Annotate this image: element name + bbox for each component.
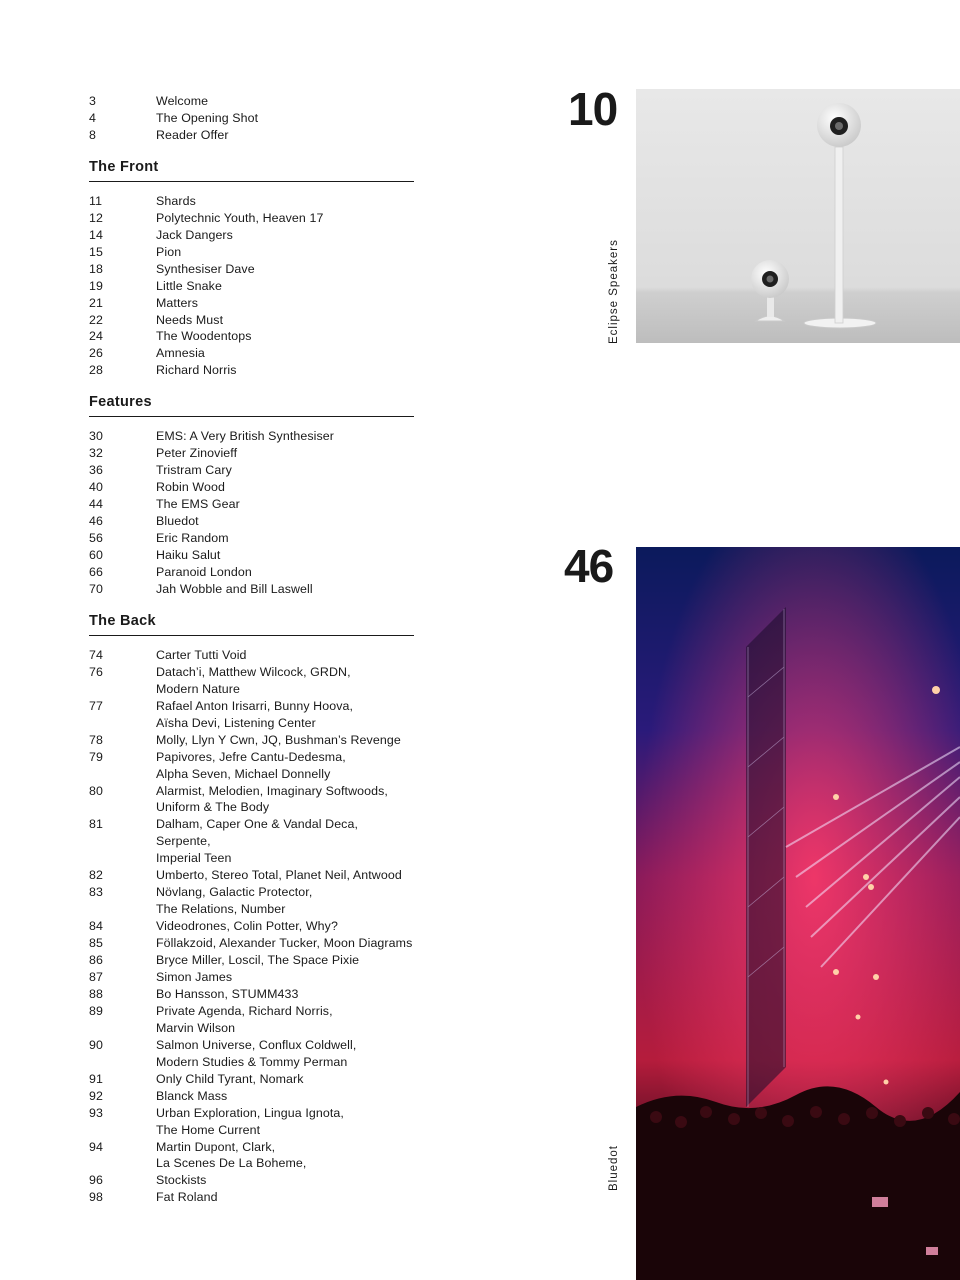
toc-page: 83 [89,885,103,900]
concert-illustration [636,547,960,1280]
toc-page: 88 [89,986,103,1001]
section-heading [89,612,414,636]
toc-title-line: La Scenes De La Boheme, [156,1156,307,1171]
toc-title-line: Alpha Seven, Michael Donnelly [156,766,331,781]
feature-page-number: 10 [568,83,618,135]
toc-row[interactable] [89,328,414,345]
toc-row[interactable] [89,127,414,144]
toc-row[interactable] [89,261,414,278]
toc-row[interactable] [89,496,414,513]
toc-page: 79 [89,749,103,764]
toc-row[interactable] [89,935,414,952]
toc-row[interactable] [89,783,414,817]
section-list [89,428,414,598]
toc-row[interactable] [89,1071,414,1088]
toc-row[interactable] [89,362,414,379]
toc-title: The EMS Gear [156,497,240,512]
concert-photo[interactable] [636,547,960,1280]
speakers-photo[interactable] [636,89,960,343]
feature-caption: Bluedot [608,1144,620,1191]
feature-caption: Eclipse Speakers [608,239,620,344]
toc-row[interactable] [89,664,414,698]
toc-page: 98 [89,1190,103,1205]
toc-title-line: Modern Nature [156,681,240,696]
toc-page: 66 [89,564,103,579]
toc-page: 84 [89,919,103,934]
toc-title: Robin Wood [156,480,225,495]
toc-row[interactable] [89,952,414,969]
toc-row[interactable] [89,884,414,918]
toc-title: The Woodentops [156,329,252,344]
toc-title: Pion [156,244,182,259]
toc-row[interactable] [89,479,414,496]
toc-row[interactable] [89,986,414,1003]
toc-title-line: Imperial Teen [156,851,232,866]
toc-title-line: Urban Exploration, Lingua Ignota, [156,1105,344,1120]
toc-page: 21 [89,295,103,310]
toc-title: Synthesiser Dave [156,261,255,276]
toc-title: Blanck Mass [156,1088,228,1103]
section-title: The Back [89,612,156,629]
toc-title-line: Martin Dupont, Clark, [156,1139,276,1154]
toc-title: Welcome [156,94,209,108]
toc-row[interactable] [89,1105,414,1139]
toc-page: 96 [89,1173,103,1188]
toc-row[interactable] [89,1003,414,1037]
toc-title: Fat Roland [156,1190,218,1205]
toc-title [156,749,414,783]
toc-title: Bryce Miller, Loscil, The Space Pixie [156,953,360,968]
toc-title: Umberto, Stereo Total, Planet Neil, Antwood [156,868,402,883]
toc-row[interactable] [89,749,414,783]
toc-row[interactable] [89,1172,414,1189]
toc-title-line: Növlang, Galactic Protector, [156,885,313,900]
toc-page: 70 [89,581,103,596]
toc-page: 94 [89,1139,103,1154]
toc-page: 60 [89,548,103,563]
toc-title: Tristram Cary [156,463,232,478]
toc-page: 89 [89,1003,103,1018]
toc-page: 46 [89,514,103,529]
toc-title [156,1003,414,1037]
toc-title: Little Snake [156,278,222,293]
toc-title: Matters [156,295,199,310]
toc-title-line: Salmon Universe, Conflux Coldwell, [156,1037,357,1052]
section-the-back [89,612,414,1206]
toc-page: 90 [89,1037,103,1052]
toc-page: 86 [89,953,103,968]
toc-page: 22 [89,312,103,327]
toc-row[interactable] [89,312,414,329]
toc-row[interactable] [89,647,414,664]
toc-title: Simon James [156,969,233,984]
toc-row[interactable] [89,1139,414,1173]
toc-title-line: The Relations, Number [156,902,286,917]
section-heading [89,393,414,417]
table-of-contents [89,93,414,1206]
toc-title: Eric Random [156,531,229,546]
toc-title: Shards [156,193,196,208]
toc-title: Richard Norris [156,363,237,378]
toc-title [156,1105,414,1139]
toc-row[interactable] [89,345,414,362]
toc-title-line: Modern Studies & Tommy Perman [156,1054,348,1069]
toc-title: Polytechnic Youth, Heaven 17 [156,210,324,225]
toc-page: 40 [89,480,103,495]
toc-page: 28 [89,363,103,378]
toc-page: 78 [89,732,103,747]
toc-title: Only Child Tyrant, Nomark [156,1071,304,1086]
toc-page: 74 [89,647,103,662]
toc-row[interactable] [89,732,414,749]
toc-page: 76 [89,664,103,679]
toc-row[interactable] [89,193,414,210]
toc-title: The Opening Shot [156,110,259,125]
toc-page: 36 [89,463,103,478]
toc-row[interactable] [89,581,414,598]
toc-page: 26 [89,346,103,361]
toc-page: 3 [89,94,96,108]
toc-row[interactable] [89,530,414,547]
toc-title [156,884,414,918]
feature-page-number: 46 [564,540,614,592]
toc-page: 44 [89,497,103,512]
toc-title [156,783,414,817]
toc-row[interactable] [89,227,414,244]
toc-title [156,664,414,698]
toc-page: 56 [89,531,103,546]
toc-page: 77 [89,698,103,713]
toc-row[interactable] [89,867,414,884]
toc-title: Carter Tutti Void [156,647,247,662]
toc-page: 91 [89,1071,103,1086]
toc-page: 81 [89,817,103,832]
toc-title: Jah Wobble and Bill Laswell [156,581,313,596]
toc-title-line: Papivores, Jefre Cantu-Dedesma, [156,749,346,764]
toc-page: 85 [89,936,103,951]
toc-page: 87 [89,969,103,984]
toc-row[interactable] [89,513,414,530]
toc-page: 4 [89,110,96,125]
toc-row[interactable] [89,918,414,935]
toc-row[interactable] [89,295,414,312]
toc-title: Reader Offer [156,127,229,142]
toc-row[interactable] [89,210,414,227]
toc-title-line: Alarmist, Melodien, Imaginary Softwoods, [156,783,388,798]
section-features [89,393,414,598]
toc-page: 24 [89,329,103,344]
toc-row[interactable] [89,1037,414,1071]
toc-row[interactable] [89,564,414,581]
toc-row[interactable] [89,816,414,867]
toc-title [156,698,414,732]
toc-page: 14 [89,227,103,242]
toc-page: 19 [89,278,103,293]
section-heading [89,158,414,182]
toc-title-line: Rafael Anton Irisarri, Bunny Hoova, [156,698,354,713]
toc-title: Paranoid London [156,564,252,579]
toc-title: Amnesia [156,346,205,361]
toc-title-line: Aïsha Devi, Listening Center [156,715,316,730]
toc-title-line: Private Agenda, Richard Norris, [156,1003,333,1018]
toc-row[interactable] [89,969,414,986]
toc-title: Needs Must [156,312,224,327]
toc-row[interactable] [89,110,414,127]
toc-title [156,1139,414,1173]
toc-row[interactable] [89,244,414,261]
speakers-illustration [636,89,960,343]
toc-page: 92 [89,1088,103,1103]
section-list [89,647,414,1206]
toc-title: Jack Dangers [156,227,233,242]
toc-row[interactable] [89,428,414,445]
toc-page: 18 [89,261,103,276]
toc-page: 11 [89,193,103,208]
toc-title: Bo Hansson, STUMM433 [156,986,299,1001]
toc-title-line: Uniform & The Body [156,800,270,815]
toc-row[interactable] [89,462,414,479]
toc-page: 82 [89,868,103,883]
toc-page: 15 [89,244,103,259]
toc-title: Haiku Salut [156,548,221,563]
toc-row[interactable] [89,278,414,295]
toc-row[interactable] [89,1189,414,1206]
toc-title: EMS: A Very British Synthesiser [156,429,335,444]
toc-title [156,1037,414,1071]
intro-list [89,93,414,144]
toc-row[interactable] [89,698,414,732]
toc-title [156,816,414,867]
toc-title: Föllakzoid, Alexander Tucker, Moon Diagrams [156,936,413,951]
section-list [89,193,414,379]
toc-row[interactable] [89,547,414,564]
toc-title-line: The Home Current [156,1122,261,1137]
toc-row[interactable] [89,1088,414,1105]
toc-title: Molly, Llyn Y Cwn, JQ, Bushman’s Revenge [156,732,401,747]
toc-page: 12 [89,210,103,225]
toc-title: Peter Zinovieff [156,446,238,461]
toc-page: 8 [89,127,96,142]
toc-title-line: Dalham, Caper One & Vandal Deca, Serpente, [156,817,359,849]
toc-row[interactable] [89,445,414,462]
toc-page: 30 [89,429,103,444]
toc-page: 32 [89,446,103,461]
toc-title: Bluedot [156,514,199,529]
toc-title-line: Datach’i, Matthew Wilcock, GRDN, [156,664,351,679]
section-title: Features [89,394,152,411]
toc-title: Stockists [156,1173,207,1188]
toc-page: 80 [89,783,103,798]
toc-page: 93 [89,1105,103,1120]
toc-row[interactable] [89,93,414,110]
toc-title-line: Marvin Wilson [156,1020,236,1035]
section-the-front [89,158,414,379]
toc-title: Videodrones, Colin Potter, Why? [156,919,338,934]
section-title: The Front [89,158,159,175]
